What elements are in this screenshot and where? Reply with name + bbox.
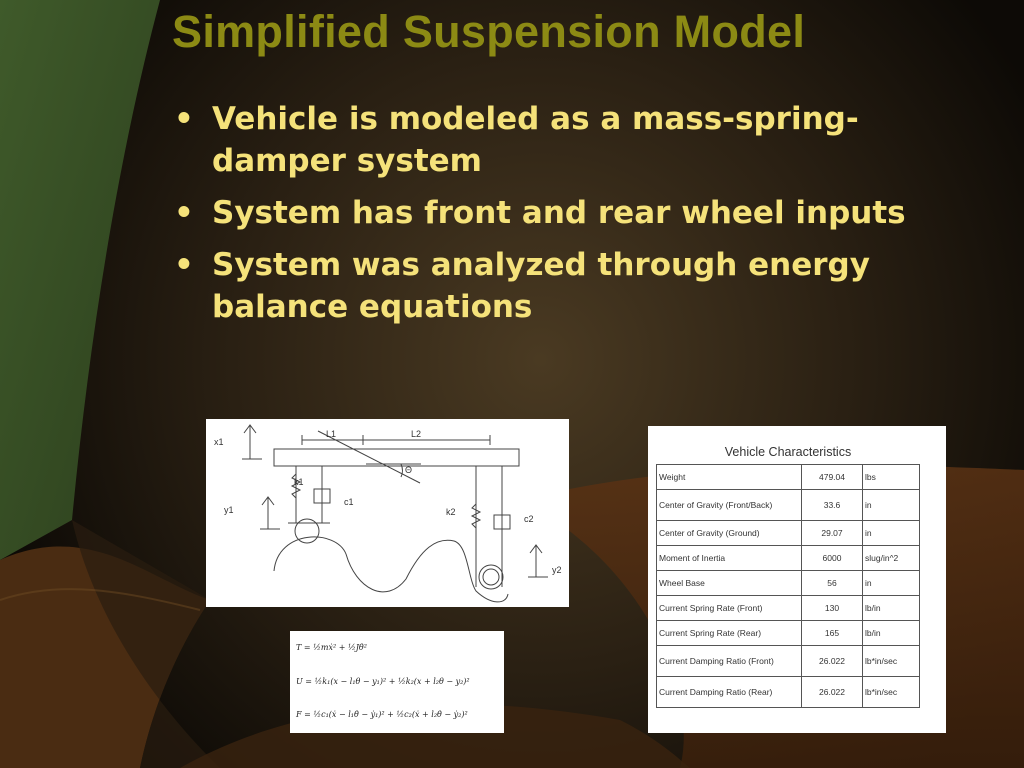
row-value: 165 xyxy=(802,621,863,646)
label-k1: k1 xyxy=(294,477,304,487)
energy-equations xyxy=(290,631,504,733)
row-name: Center of Gravity (Ground) xyxy=(657,521,802,546)
table-row xyxy=(657,621,920,646)
bullet-dot-icon: • xyxy=(174,195,194,231)
row-unit: in xyxy=(863,571,920,596)
row-name: Current Damping Ratio (Front) xyxy=(657,646,802,677)
row-value: 33.6 xyxy=(802,490,863,521)
bullet-dot-icon: • xyxy=(174,101,194,137)
row-unit: lb/in xyxy=(863,621,920,646)
row-unit: in xyxy=(863,490,920,521)
row-name: Weight xyxy=(657,465,802,490)
row-value: 56 xyxy=(802,571,863,596)
vehicle-characteristics-panel xyxy=(648,426,946,733)
bullet-item xyxy=(172,98,932,182)
row-unit: lb*in/sec xyxy=(863,677,920,708)
table-row xyxy=(657,571,920,596)
table-row xyxy=(657,465,920,490)
row-name: Wheel Base xyxy=(657,571,802,596)
label-y1: y1 xyxy=(224,505,234,515)
bullet-dot-icon: • xyxy=(174,247,194,283)
row-name: Current Spring Rate (Rear) xyxy=(657,621,802,646)
row-value: 6000 xyxy=(802,546,863,571)
label-c1: c1 xyxy=(344,497,354,507)
table-row xyxy=(657,677,920,708)
equation-potential: U = ½k₁(x − l₁θ − y₁)² + ½k₂(x + l₂θ − y₂)² xyxy=(296,677,470,686)
row-value: 130 xyxy=(802,596,863,621)
vehicle-characteristics-table xyxy=(656,440,920,708)
label-l1: L1 xyxy=(326,429,337,439)
bullet-item xyxy=(172,192,932,234)
table-row xyxy=(657,646,920,677)
table-row xyxy=(657,546,920,571)
suspension-diagram xyxy=(206,419,569,607)
label-theta: Θ xyxy=(405,465,413,475)
bullet-text: System has front and rear wheel inputs xyxy=(212,195,906,231)
slide-title: Simplified Suspension Model xyxy=(172,6,806,57)
bullet-list xyxy=(172,98,932,338)
row-name: Current Spring Rate (Front) xyxy=(657,596,802,621)
row-name: Center of Gravity (Front/Back) xyxy=(657,490,802,521)
label-l2: L2 xyxy=(411,429,422,439)
table-caption: Vehicle Characteristics xyxy=(657,440,920,465)
label-k2: k2 xyxy=(446,507,456,517)
label-c2: c2 xyxy=(524,514,534,524)
row-value: 479.04 xyxy=(802,465,863,490)
bullet-text: System was analyzed through energy balance equations xyxy=(212,247,870,325)
row-value: 29.07 xyxy=(802,521,863,546)
table-row xyxy=(657,490,920,521)
row-unit: lb*in/sec xyxy=(863,646,920,677)
row-value: 26.022 xyxy=(802,646,863,677)
row-unit: in xyxy=(863,521,920,546)
label-y2: y2 xyxy=(552,565,562,575)
equation-dissipation: F = ½c₁(ẋ − l₁θ̇ − ẏ₁)² + ½c₂(ẋ + l₂θ̇ − ẏ₂)² xyxy=(296,710,468,719)
table-row xyxy=(657,521,920,546)
row-unit: lb/in xyxy=(863,596,920,621)
row-unit: slug/in^2 xyxy=(863,546,920,571)
row-unit: lbs xyxy=(863,465,920,490)
table-row xyxy=(657,596,920,621)
equation-kinetic: T = ½mẋ² + ½Jθ̇² xyxy=(296,643,367,652)
suspension-diagram-drawing xyxy=(206,419,569,607)
row-name: Current Damping Ratio (Rear) xyxy=(657,677,802,708)
bullet-item xyxy=(172,244,932,328)
row-name: Moment of Inertia xyxy=(657,546,802,571)
bullet-text: Vehicle is modeled as a mass-spring-damper system xyxy=(212,101,859,179)
row-value: 26.022 xyxy=(802,677,863,708)
label-x1: x1 xyxy=(214,437,224,447)
